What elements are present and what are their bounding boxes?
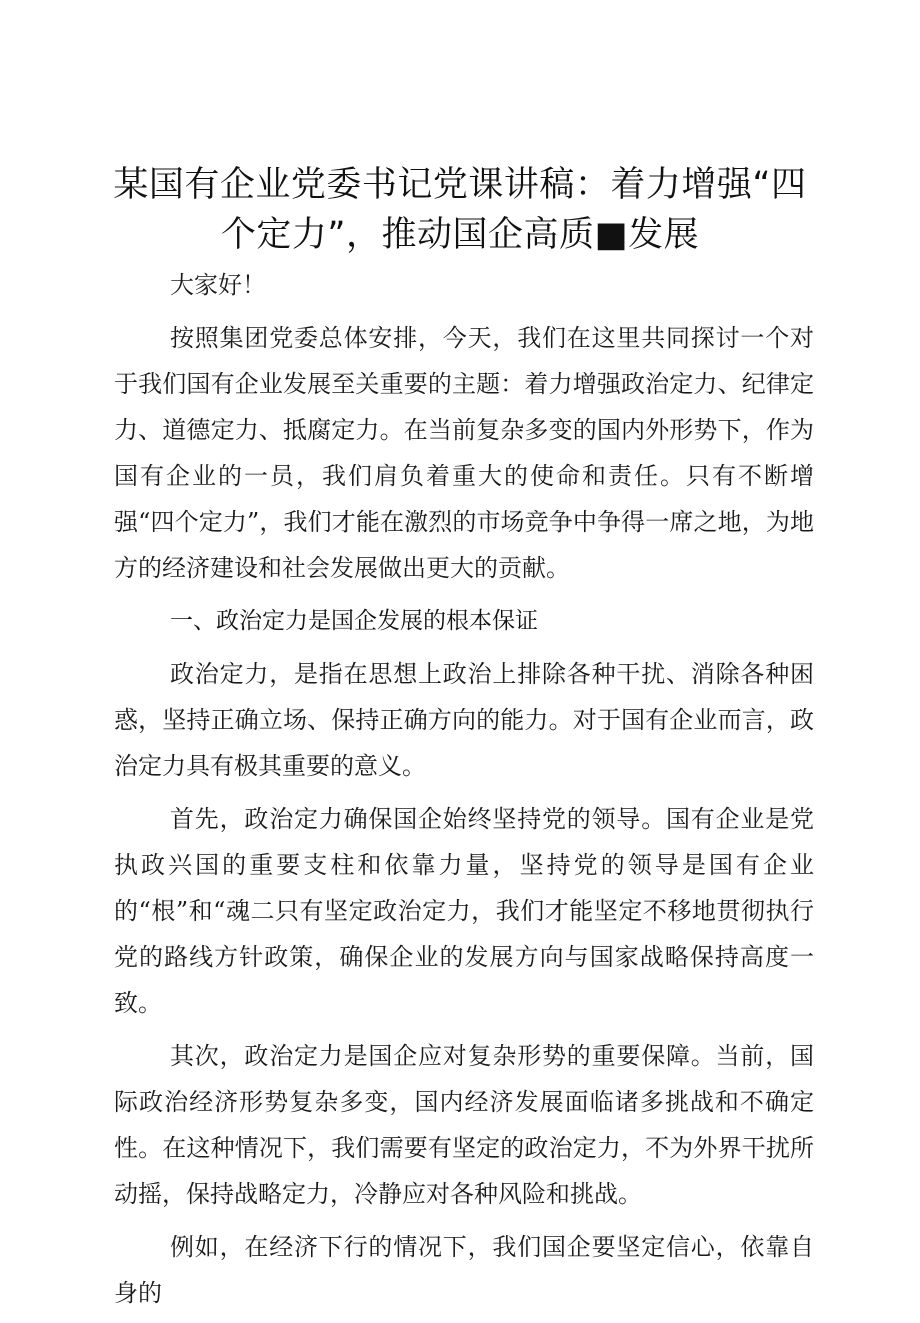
document-title: 某国有企业党委书记党课讲稿：着力增强“四个定力”，推动国企高质■发展 (113, 165, 807, 255)
section-paragraph: 政治定力，是指在思想上政治上排除各种干扰、消除各种困惑，坚持正确立场、保持正确方向的能力。对于国有企业而言，政治定力具有极其重要的意义。 (114, 660, 814, 780)
greeting: 大家好！ (170, 271, 266, 299)
section-paragraph: 其次，政治定力是国企应对复杂形势的重要保障。当前，国际政治经济形势复杂多变，国内经济发展面临诸多挑战和不确定性。在这种情况下，我们需要有坚定的政治定力，不为外界干扰所动摇，保持战略定力，冷静应对各种风险和挑战。 (114, 1042, 814, 1208)
section-paragraph: 首先，政治定力确保国企始终坚持党的领导。国有企业是党执政兴国的重要支柱和依靠力量，坚持党的领导是国有企业的“根”和“魂二只有坚定政治定力，我们才能坚定不移地贯彻执行党的路线方针政策，确保企业的发展方向与国家战略保持高度一致。 (114, 805, 814, 1017)
section-paragraph: 例如，在经济下行的情况下，我们国企要坚定信心，依靠自身的 (114, 1233, 814, 1307)
intro-paragraph: 按照集团党委总体安排，今天，我们在这里共同探讨一个对于我们国有企业发展至关重要的主题：着力增强政治定力、纪律定力、道德定力、抵腐定力。在当前复杂多变的国内外形势下，作为国有企业的一员，我们肩负着重大的使命和责任。只有不断增强“四个定力”，我们才能在激烈的市场竞争中争得一席之地，为地方的经济建设和社会发展做出更大的贡献。 (114, 324, 814, 582)
document-body (114, 262, 814, 1323)
section-heading: 一、政治定力是国企发展的根本保证 (170, 608, 538, 634)
